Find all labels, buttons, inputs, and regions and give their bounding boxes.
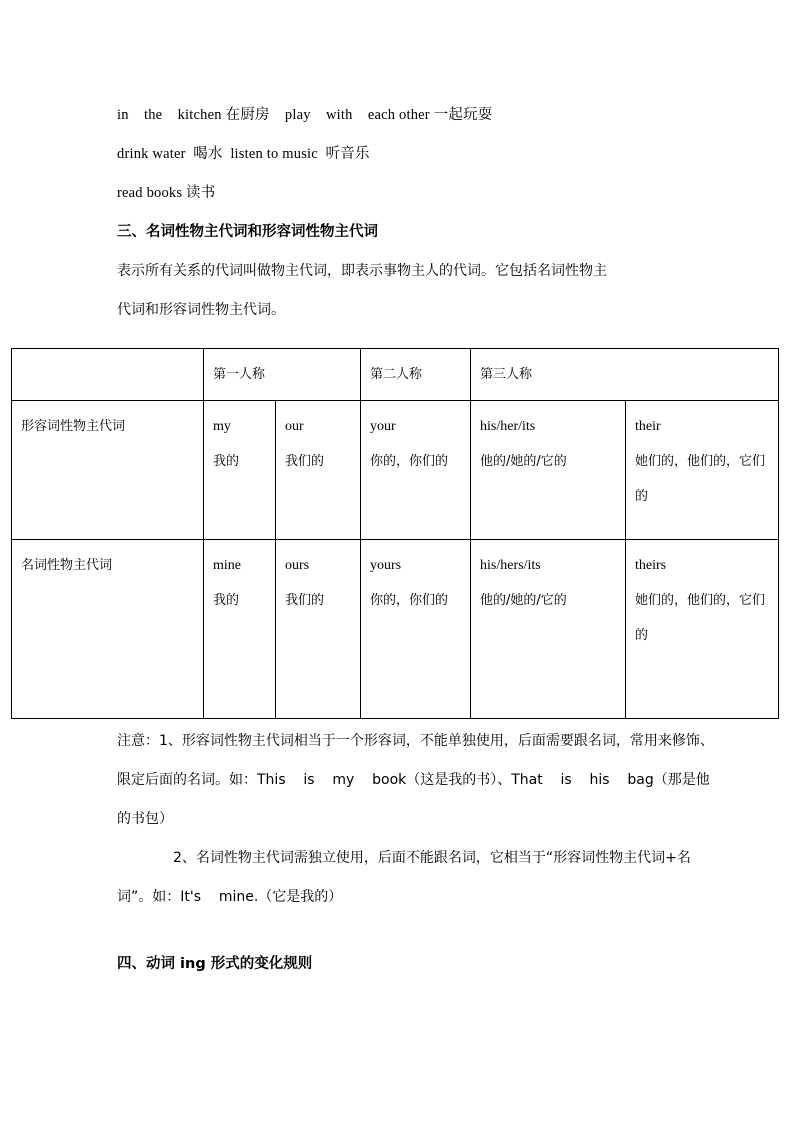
- cell-adj-first-plural: [276, 401, 361, 540]
- section-three-heading: 三、名词性物主代词和形容词性物主代词: [117, 224, 378, 240]
- vocab-line-1: in the kitchen 在厨房 play with each other 一起玩耍: [117, 107, 493, 123]
- cell-adj-third-singular: [471, 401, 626, 540]
- cell-chinese: 他的/她的/它的: [480, 454, 567, 469]
- cell-chinese: 我们的: [285, 593, 325, 608]
- note-item-2: 2、名词性物主代词需独立使用，后面不能跟名词，它相当于“形容词性物主代词+名词”。如：It's mine.（它是我的）: [117, 850, 691, 905]
- section-three-paragraph-line-2: 代词和形容词性物主代词。: [117, 302, 285, 318]
- cell-english: your: [370, 419, 396, 434]
- vocab-line-3: read books 读书: [117, 185, 216, 201]
- note-item-1: 注意：1、形容词性物主代词相当于一个形容词，不能单独使用，后面需要跟名词，常用来修饰、限定后面的名词。如：This is my book（这是我的书）、That is his bag（那是他的书包）: [117, 733, 714, 827]
- vocab-line-2: drink water 喝水 listen to music 听音乐: [117, 146, 370, 162]
- table-header-row: [12, 349, 779, 401]
- possessive-pronouns-table: [11, 348, 779, 719]
- cell-english: my: [213, 419, 231, 434]
- cell-chinese: 她们的，他们的，它们的: [635, 593, 766, 643]
- table-row: [12, 540, 779, 719]
- cell-chinese: 我们的: [285, 454, 325, 469]
- row-label-noun-possessive: 名词性物主代词: [12, 540, 204, 719]
- table-header-third-person: 第三人称: [471, 349, 779, 401]
- cell-noun-second: [361, 540, 471, 719]
- section-four-heading: 四、动词 ing 形式的变化规则: [117, 956, 313, 972]
- document-body: [117, 96, 717, 330]
- table-header-corner: [12, 349, 204, 401]
- cell-chinese: 他的/她的/它的: [480, 593, 567, 608]
- cell-noun-first-singular: [204, 540, 276, 719]
- cell-noun-third-singular: [471, 540, 626, 719]
- cell-english: yours: [370, 558, 402, 573]
- cell-chinese: 我的: [213, 593, 240, 608]
- cell-noun-third-plural: [626, 540, 779, 719]
- cell-adj-third-plural: [626, 401, 779, 540]
- notes-block: [117, 722, 721, 917]
- possessive-pronouns-table-wrapper: [11, 348, 778, 719]
- cell-adj-second: [361, 401, 471, 540]
- cell-english: theirs: [635, 558, 667, 573]
- cell-english: his/hers/its: [480, 558, 541, 573]
- cell-adj-first-singular: [204, 401, 276, 540]
- cell-noun-first-plural: [276, 540, 361, 719]
- cell-chinese: 你的，你们的: [370, 593, 449, 608]
- table-header-second-person: 第二人称: [361, 349, 471, 401]
- cell-chinese: 你的，你们的: [370, 454, 449, 469]
- cell-english: ours: [285, 558, 310, 573]
- section-three-paragraph-line-1: 表示所有关系的代词叫做物主代词，即表示事物主人的代词。它包括名词性物主: [117, 263, 607, 279]
- cell-english: his/her/its: [480, 419, 536, 434]
- cell-chinese: 她们的，他们的，它们的: [635, 454, 766, 504]
- cell-english: their: [635, 419, 661, 434]
- cell-chinese: 我的: [213, 454, 240, 469]
- row-label-adjective-possessive: 形容词性物主代词: [12, 401, 204, 540]
- table-row: [12, 401, 779, 540]
- table-header-first-person: 第一人称: [204, 349, 361, 401]
- cell-english: our: [285, 419, 304, 434]
- cell-english: mine: [213, 558, 241, 573]
